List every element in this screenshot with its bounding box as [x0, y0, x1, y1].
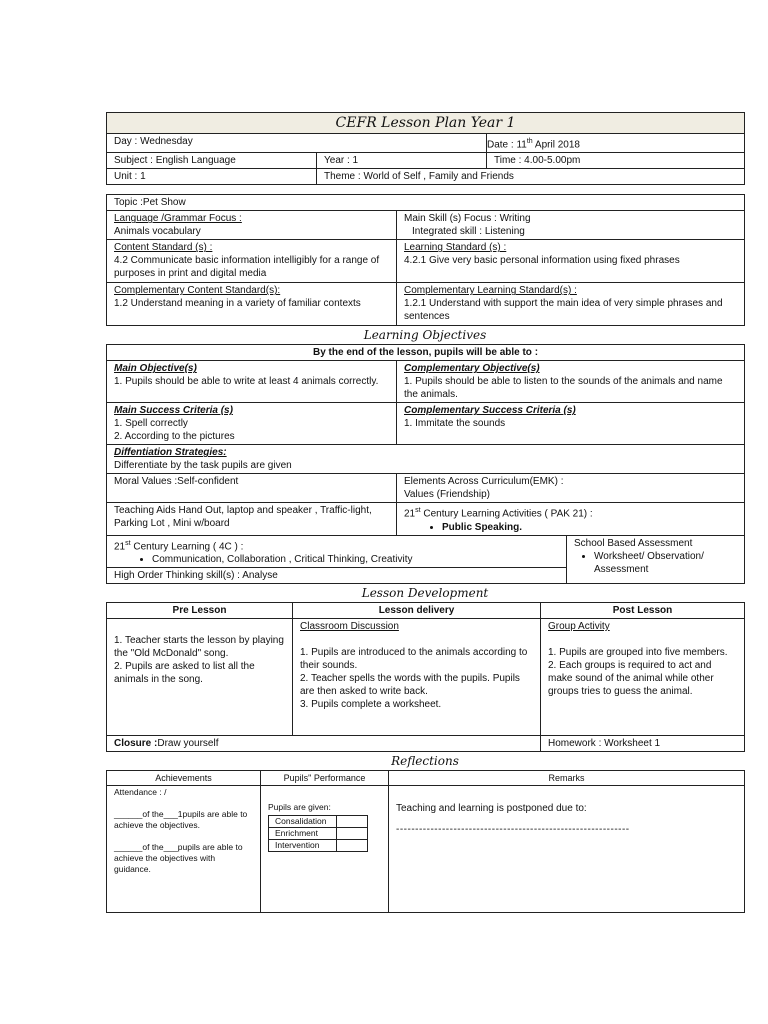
- performance-cell: [261, 785, 389, 912]
- sba-label: School Based Assessment: [574, 537, 693, 549]
- comp-content-cell: [107, 283, 397, 326]
- pre-lesson-cell: [107, 618, 293, 735]
- c21-item: • Communication, Collaboration , Critical Thinking, Creativity: [152, 553, 559, 566]
- col-pre-lesson: Pre Lesson: [107, 602, 293, 618]
- pak21-suffix: Century Learning Activities ( PAK 21) :: [420, 508, 593, 520]
- time-cell: Time : 4.00-5.00pm: [487, 153, 745, 169]
- lesson-plan-sheet: [106, 112, 744, 913]
- language-focus-value: Animals vocabulary: [114, 226, 201, 238]
- closure-cell: [107, 735, 541, 751]
- date-prefix: Date : 11: [487, 139, 527, 151]
- remarks-line: -------------------------------------------------------------: [396, 823, 630, 835]
- main-objective-cell: [107, 361, 397, 403]
- comp-success-1: 1. Immitate the sounds: [404, 418, 506, 430]
- closure-label: Closure :: [114, 737, 158, 749]
- pak21-sup: st: [415, 507, 421, 515]
- comp-learning-cell: [397, 283, 745, 326]
- achieve-2: ______of the___pupils are able to achieve the objectives with guidance.: [114, 841, 243, 874]
- delivery-title: Classroom Discussion: [300, 620, 399, 632]
- closure-value: Draw yourself: [157, 737, 219, 749]
- date-suffix: April 2018: [532, 139, 580, 151]
- homework-cell: Homework : Worksheet 1: [541, 735, 745, 751]
- comp-content-value: 1.2 Understand meaning in a variety of familiar contexts: [114, 298, 361, 310]
- moral-values-cell: Moral Values :Self-confident: [107, 474, 397, 503]
- header-table: [106, 112, 745, 185]
- page-title: CEFR Lesson Plan Year 1: [107, 113, 745, 134]
- emk-value: Values (Friendship): [404, 489, 490, 501]
- pak21-label: [404, 504, 737, 520]
- performance-option: Enrichment: [269, 827, 337, 839]
- comp-success-cell: [397, 403, 745, 445]
- performance-given: Pupils are given:: [268, 801, 331, 812]
- topic-label: Topic :: [114, 197, 143, 209]
- main-success-2: 2. According to the pictures: [114, 431, 235, 443]
- date-cell: [487, 134, 745, 153]
- comp-objective-label: Complementary Objective(s): [404, 363, 540, 375]
- delivery-2: 2. Teacher spells the words with the pupils. Pupils are then asked to write back.: [300, 672, 520, 697]
- achieve-1: ______of the___1pupils are able to achieve the objectives.: [114, 808, 248, 830]
- post-2: 2. Each groups is required to act and make sound of the animal while other groups tries to guess the animal.: [548, 659, 714, 697]
- year-cell: Year : 1: [317, 153, 487, 169]
- integrated-skill: Integrated skill : Listening: [412, 226, 525, 238]
- theme-cell: Theme : World of Self , Family and Friends: [317, 169, 745, 185]
- skill-focus-cell: [397, 211, 745, 240]
- emk-cell: [397, 474, 745, 503]
- learning-standard-label: Learning Standard (s) :: [404, 242, 507, 254]
- language-focus-label: Language /Grammar Focus :: [114, 213, 242, 225]
- attendance: Attendance : /: [114, 786, 167, 797]
- pre-lesson-2: 2. Pupils are asked to list all the animals in the song.: [114, 660, 255, 685]
- day-cell: Day : Wednesday: [107, 134, 487, 153]
- differentiation-label: Diffentiation Strategies:: [114, 447, 227, 459]
- performance-option-row: [269, 827, 368, 839]
- c21-label: [114, 537, 559, 553]
- main-success-label: Main Success Criteria (s): [114, 405, 233, 417]
- emk-label: Elements Across Curriculum(EMK) :: [404, 476, 564, 488]
- comp-content-label: Complementary Content Standard(s):: [114, 285, 281, 297]
- performance-option: Consalidation: [269, 815, 337, 827]
- topic-value: Pet Show: [142, 197, 186, 209]
- performance-option-row: [269, 815, 368, 827]
- pre-lesson-1: 1. Teacher starts the lesson by playing the "Old McDonald" song.: [114, 634, 284, 659]
- col-lesson-delivery: Lesson delivery: [293, 602, 541, 618]
- pak21-cell: [397, 503, 745, 535]
- pak21-item: • Public Speaking.: [442, 521, 737, 534]
- language-focus-cell: [107, 211, 397, 240]
- c21-prefix: 21: [114, 540, 126, 552]
- unit-cell: Unit : 1: [107, 169, 317, 185]
- delivery-1: 1. Pupils are introduced to the animals according to their sounds.: [300, 646, 528, 671]
- remarks-cell: [389, 785, 745, 912]
- learning-objectives-heading: Learning Objectives: [363, 328, 487, 343]
- sba-item: • Worksheet/ Observation/ Assessment: [594, 550, 737, 576]
- lesson-development-heading: Lesson Development: [361, 585, 489, 600]
- reflections-heading: Reflections: [391, 753, 459, 768]
- differentiation-cell: [107, 445, 745, 474]
- c21-suffix: Century Learning ( 4C ) :: [130, 540, 244, 552]
- delivery-3: 3. Pupils complete a worksheet.: [300, 698, 442, 710]
- performance-option: Intervention: [269, 839, 337, 851]
- performance-checkbox[interactable]: [337, 815, 368, 827]
- date-sup: th: [526, 138, 533, 145]
- main-success-1: 1. Spell correctly: [114, 418, 188, 430]
- sba-cell: [567, 535, 745, 583]
- c21-sup: st: [125, 539, 131, 547]
- objectives-intro: By the end of the lesson, pupils will be able to :: [107, 345, 745, 361]
- plan-table: [106, 194, 745, 326]
- performance-option-row: [269, 839, 368, 851]
- content-standard-value: 4.2 Communicate basic information intelligibly for a range of purposes in print and digital media: [114, 255, 380, 280]
- performance-checkbox[interactable]: [337, 839, 368, 851]
- post-1: 1. Pupils are grouped into five members.: [548, 646, 728, 658]
- development-table: [106, 602, 745, 752]
- objectives-table: [106, 344, 745, 584]
- pak21-prefix: 21: [404, 508, 416, 520]
- topic-cell: [107, 195, 745, 211]
- c21-cell: [107, 535, 567, 567]
- main-objective-value: 1. Pupils should be able to write at least 4 animals correctly.: [114, 376, 379, 388]
- learning-standard-value: 4.2.1 Give very basic personal information using fixed phrases: [404, 255, 680, 267]
- achievements-cell: [107, 785, 261, 912]
- post-title: Group Activity: [548, 620, 610, 632]
- teaching-aids-cell: Teaching Aids Hand Out, laptop and speaker , Traffic-light, Parking Lot , Mini w/board: [107, 503, 397, 535]
- col-remarks: Remarks: [389, 770, 745, 785]
- differentiation-value: Differentiate by the task pupils are given: [114, 460, 292, 472]
- performance-checkbox[interactable]: [337, 827, 368, 839]
- subject-cell: Subject : English Language: [107, 153, 317, 169]
- col-performance: Pupils" Performance: [261, 770, 389, 785]
- comp-learning-label: Complementary Learning Standard(s) :: [404, 285, 577, 297]
- main-skill: Main Skill (s) Focus : Writing: [404, 213, 531, 225]
- post-lesson-cell: [541, 618, 745, 735]
- content-standard-label: Content Standard (s) :: [114, 242, 213, 254]
- col-achievements: Achievements: [107, 770, 261, 785]
- main-success-cell: [107, 403, 397, 445]
- remarks-text: Teaching and learning is postponed due to:: [396, 802, 587, 814]
- comp-objective-cell: [397, 361, 745, 403]
- comp-objective-value: 1. Pupils should be able to listen to the sounds of the animals and name the animals.: [404, 376, 723, 401]
- content-standard-cell: [107, 240, 397, 283]
- hots-cell: High Order Thinking skill(s) : Analyse: [107, 567, 567, 583]
- col-post-lesson: Post Lesson: [541, 602, 745, 618]
- delivery-cell: [293, 618, 541, 735]
- comp-success-label: Complementary Success Criteria (s): [404, 405, 576, 417]
- reflections-table: [106, 770, 745, 913]
- learning-standard-cell: [397, 240, 745, 283]
- main-objective-label: Main Objective(s): [114, 363, 197, 375]
- comp-learning-value: 1.2.1 Understand with support the main idea of very simple phrases and sentences: [404, 298, 723, 323]
- performance-options: [268, 815, 368, 852]
